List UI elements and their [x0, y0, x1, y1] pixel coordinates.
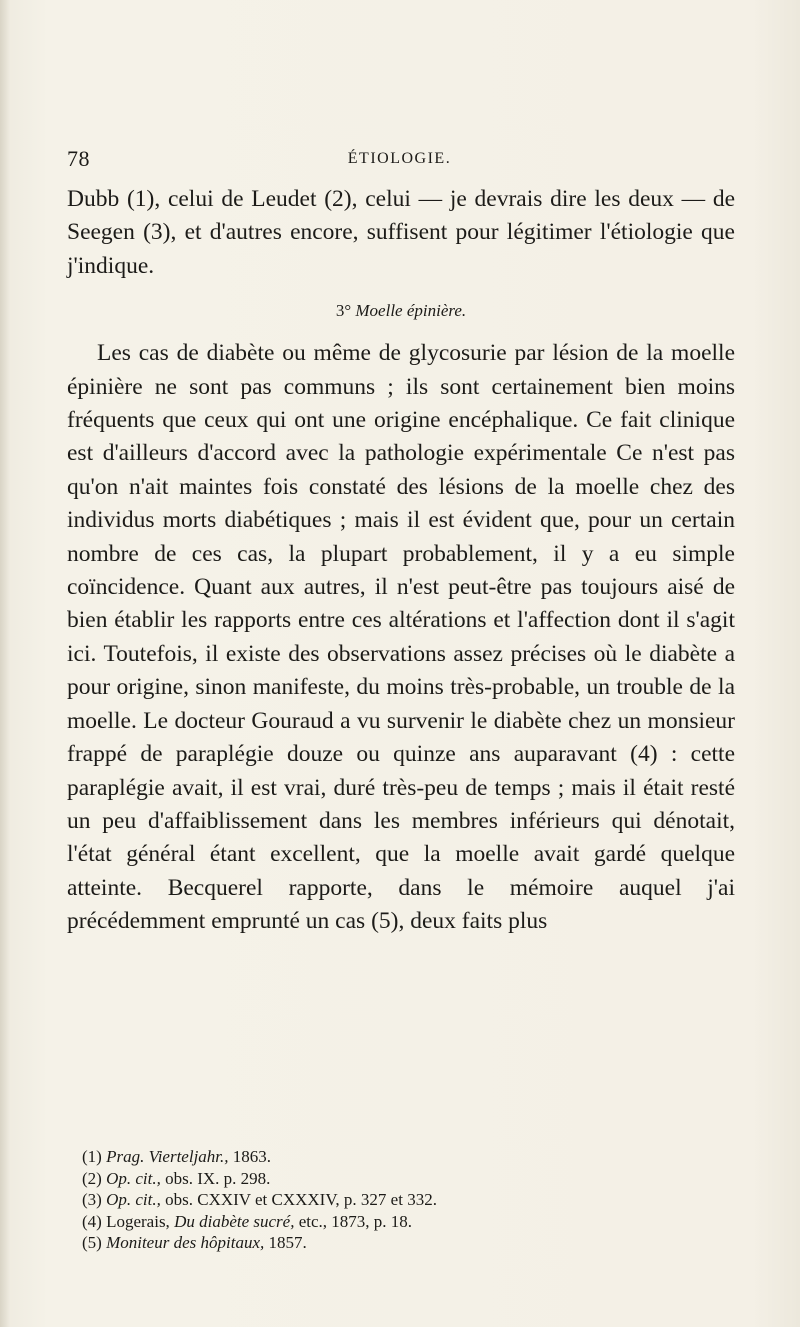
- paragraph-1: Dubb (1), celui de Leudet (2), celui — je devrais dire les deux — de Seegen (3), et d'autres encore, suffisent pour légitimer l'étiologie que j'indique.: [67, 186, 735, 279]
- section-title: Moelle épinière.: [355, 301, 467, 321]
- page-header: [67, 146, 732, 174]
- footnote-source: Prag. Vierteljahr.,: [106, 1147, 229, 1166]
- section-number: 3°: [335, 301, 352, 321]
- footnote-author: Logerais,: [106, 1211, 175, 1231]
- paragraph-2: Les cas de diabète ou même de glycosurie par lésion de la moelle épinière ne sont pas communs ; ils sont certainement bien moins fréquents que ceux qui ont une origine encéphalique. Ce fait clinique est d'ailleurs d'accord avec la pathologie expérimentale Ce n'est pas qu'on n'ait maintes fois constaté des lésions de la moelle chez des individus morts diabétiques ; mais il est évident que, pour un certain nombre de ces cas, la plupart probablement, il y a eu simple coïncidence. Quant aux autres, il n'est peut-être pas toujours aisé de bien établir les rapports entre ces altérations et l'affection dont il s'agit ici. Toutefois, il existe des observations assez précises où le diabète a pour origine, sinon manifeste, du moins très-probable, un trouble de la moelle. Le docteur Gouraud a vu survenir le diabète chez un monsieur frappé de paraplégie douze ou quinze ans auparavant (4) : cette paraplégie avait, il est vrai, duré très-peu de temps ; mais il était resté un peu d'affaiblissement dans les membres inférieurs qui dénotait, l'état général étant excellent, que la moelle avait gardé quelque atteinte. Becquerel rapporte, dans le mémoire auquel j'ai précédemment emprunté un cas (5), deux faits plus: [67, 340, 735, 935]
- footnote-3: [82, 1189, 732, 1211]
- running-title: ÉTIOLOGIE.: [347, 150, 452, 167]
- footnote-detail: obs. CXXIV et CXXXIV, p. 327 et 332.: [160, 1190, 437, 1210]
- footnote-detail: 1863.: [228, 1147, 272, 1166]
- footnote-source: Op. cit.,: [106, 1190, 161, 1210]
- footnote-detail: obs. IX. p. 298.: [160, 1168, 271, 1188]
- footnote-detail: 1857.: [264, 1233, 307, 1253]
- footnote-marker: (3): [82, 1190, 102, 1210]
- footnote-4: [82, 1211, 732, 1233]
- footnote-2: [82, 1168, 732, 1190]
- main-text: [67, 183, 735, 939]
- footnote-marker: (4): [82, 1211, 102, 1231]
- footnote-detail: etc., 1873, p. 18.: [294, 1211, 413, 1231]
- footnote-5: [82, 1232, 732, 1254]
- footnote-marker: (5): [82, 1233, 102, 1253]
- footnote-1: [82, 1146, 732, 1168]
- page-number: 78: [67, 146, 90, 171]
- footnote-source: Moniteur des hôpitaux,: [106, 1233, 265, 1253]
- footnotes: [82, 1146, 732, 1254]
- page-edge-shadow: [0, 0, 10, 1327]
- footnote-marker: (2): [82, 1168, 102, 1188]
- footnote-marker: (1): [82, 1147, 102, 1166]
- footnote-source: Op. cit.,: [106, 1168, 161, 1188]
- section-heading: [67, 301, 735, 321]
- footnote-source: Du diabète sucré,: [174, 1211, 295, 1231]
